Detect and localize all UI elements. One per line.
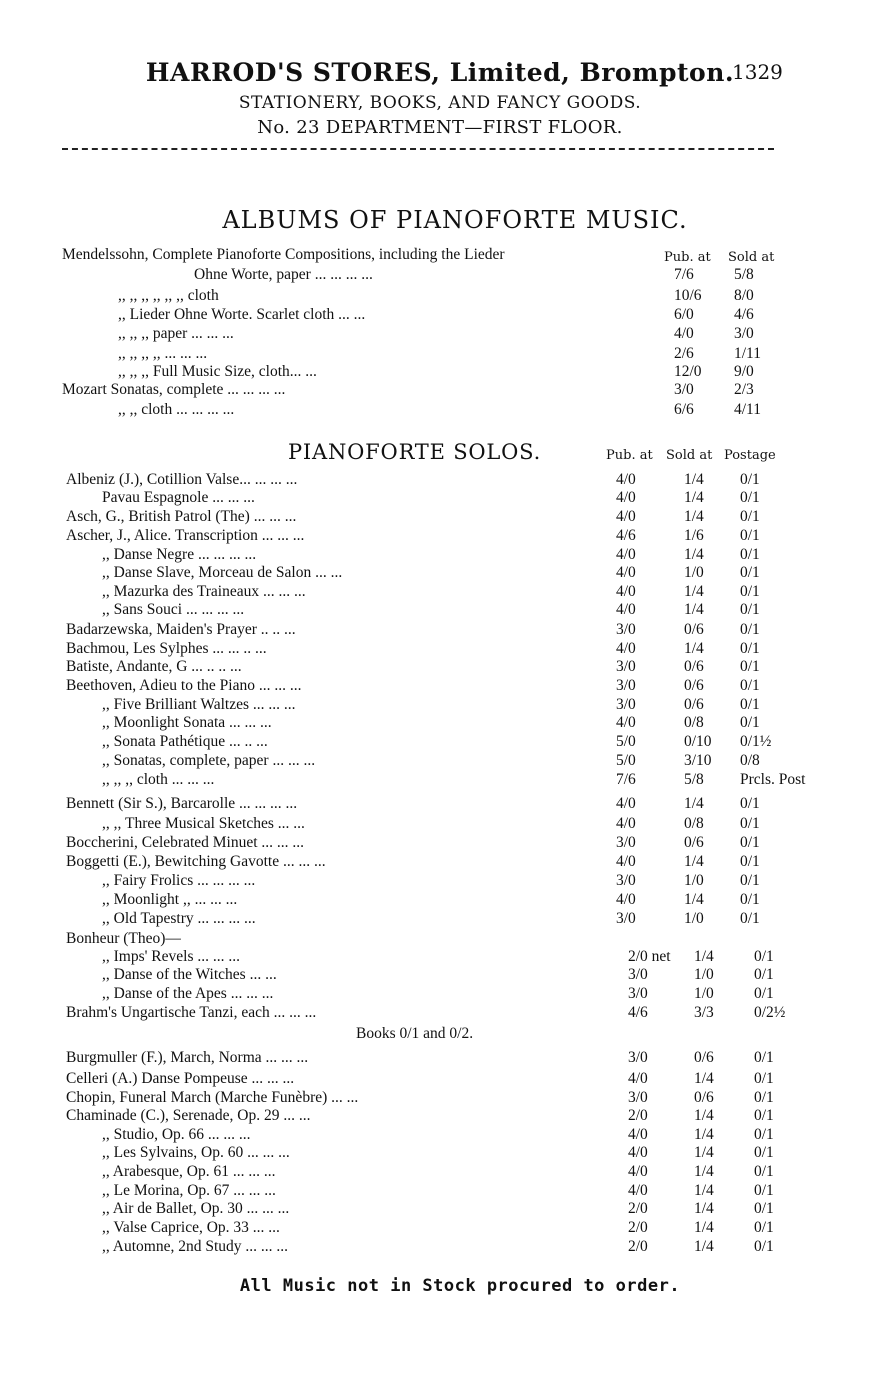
solo-sold-price: 1/0	[684, 910, 704, 927]
solo-row	[66, 489, 806, 507]
solo-postage: 0/1	[740, 621, 760, 638]
solo-row	[66, 1126, 806, 1144]
solo-sold-price: 0/6	[684, 658, 704, 675]
solo-postage: 0/1	[740, 489, 760, 506]
solo-row	[66, 1004, 806, 1022]
solos-col-postage: Postage	[724, 448, 776, 463]
solo-postage: 0/1	[740, 677, 760, 694]
solo-postage: 0/1	[740, 815, 760, 832]
solo-title: ,, Danse Slave, Morceau de Salon ... ...	[102, 564, 343, 581]
solo-title: Batiste, Andante, G ... .. .. ...	[66, 658, 242, 675]
solo-pub-price: 4/0	[616, 853, 636, 870]
solo-row	[66, 948, 806, 966]
solo-pub-price: 3/0	[616, 677, 636, 694]
solo-sold-price: 1/4	[684, 640, 704, 657]
solo-pub-price: 2/0	[628, 1238, 648, 1255]
solo-title: Badarzewska, Maiden's Prayer .. .. ...	[66, 621, 296, 638]
solo-sold-price: 0/6	[684, 621, 704, 638]
solo-postage: 0/1	[754, 1126, 774, 1143]
solo-title: Chopin, Funeral March (Marche Funèbre) ... ...	[66, 1089, 359, 1106]
solo-sold-price: 0/8	[684, 815, 704, 832]
solo-sold-price: 1/0	[684, 872, 704, 889]
solo-sold-price: 0/6	[684, 834, 704, 851]
solo-row	[66, 1107, 806, 1125]
solo-row	[66, 696, 806, 714]
solo-title: Albeniz (J.), Cotillion Valse... ... ... ...	[66, 471, 298, 488]
section-subtitle: STATIONERY, BOOKS, AND FANCY GOODS.	[238, 93, 642, 113]
solo-postage: 0/1	[754, 1089, 774, 1106]
solo-pub-price: 3/0	[616, 621, 636, 638]
solo-title: ,, Les Sylvains, Op. 60 ... ... ...	[102, 1144, 290, 1161]
solo-pub-price: 4/0	[616, 489, 636, 506]
solo-pub-price: 5/0	[616, 752, 636, 769]
solo-postage: 0/1	[740, 546, 760, 563]
solo-row	[66, 752, 806, 770]
album-pub-price: 6/6	[674, 401, 694, 418]
albums-col-pub: Pub. at	[664, 250, 711, 265]
solo-postage: 0/1	[754, 1238, 774, 1255]
album-title: ,, ,, ,, Full Music Size, cloth... ...	[118, 363, 317, 380]
solo-row	[66, 527, 806, 545]
solo-pub-price: 3/0	[616, 910, 636, 927]
solo-title: ,, ,, Three Musical Sketches ... ...	[102, 815, 305, 832]
solo-sold-price: 1/4	[694, 1163, 714, 1180]
solo-title: ,, Sans Souci ... ... ... ...	[102, 601, 245, 618]
album-sold-price: 2/3	[734, 381, 754, 398]
solo-title: ,, Sonata Pathétique ... .. ...	[102, 733, 268, 750]
solo-row	[66, 471, 806, 489]
solo-sold-price: 5/8	[684, 771, 704, 788]
solo-row	[66, 601, 806, 619]
solo-row	[66, 640, 806, 658]
solo-row	[66, 1200, 806, 1218]
solo-title: ,, Danse Negre ... ... ... ...	[102, 546, 257, 563]
solo-row	[66, 1182, 806, 1200]
solo-sold-price: 1/4	[684, 795, 704, 812]
album-pub-price: 7/6	[674, 266, 694, 283]
solo-row	[66, 564, 806, 582]
solo-postage: 0/1	[740, 795, 760, 812]
solo-sold-price: 1/0	[694, 985, 714, 1002]
solo-postage: Prcls. Post	[740, 771, 806, 788]
album-title: ,, ,, cloth ... ... ... ...	[118, 401, 235, 418]
solo-row	[66, 834, 806, 852]
album-row	[62, 287, 782, 305]
solo-row	[66, 714, 806, 732]
album-row	[62, 266, 782, 284]
solo-sold-price: 1/4	[694, 1200, 714, 1217]
solo-pub-price: 4/6	[628, 1004, 648, 1021]
solo-postage: 0/1½	[740, 733, 772, 750]
album-title: Ohne Worte, paper ... ... ... ...	[194, 266, 373, 283]
solo-sold-price: 1/4	[684, 471, 704, 488]
album-sold-price: 5/8	[734, 266, 754, 283]
solo-postage: 0/1	[754, 1070, 774, 1087]
solo-postage: 0/8	[740, 752, 760, 769]
album-row	[62, 325, 782, 343]
solo-postage: 0/2½	[754, 1004, 786, 1021]
album-pub-price: 12/0	[674, 363, 702, 380]
solo-sold-price: 1/4	[694, 1238, 714, 1255]
solo-sold-price: 1/4	[694, 1107, 714, 1124]
solo-postage: 0/1	[740, 601, 760, 618]
solo-title: Bennett (Sir S.), Barcarolle ... ... ... ...	[66, 795, 298, 812]
solo-row	[66, 621, 806, 639]
solo-pub-price: 3/0	[628, 985, 648, 1002]
solo-postage: 0/1	[740, 853, 760, 870]
solo-row	[66, 930, 806, 948]
solo-postage: 0/1	[740, 834, 760, 851]
solo-sold-price: 1/4	[694, 1126, 714, 1143]
solo-title: ,, Sonatas, complete, paper ... ... ...	[102, 752, 316, 769]
solo-postage: 0/1	[754, 1200, 774, 1217]
solo-row	[66, 658, 806, 676]
solo-sold-price: 1/4	[684, 891, 704, 908]
solo-sold-price: 1/6	[684, 527, 704, 544]
solo-row	[66, 771, 806, 789]
solo-sold-price: 1/4	[694, 948, 714, 965]
solo-title: Asch, G., British Patrol (The) ... ... ...	[66, 508, 297, 525]
solo-row	[66, 853, 806, 871]
solo-pub-price: 4/0	[628, 1144, 648, 1161]
solo-postage: 0/1	[754, 1163, 774, 1180]
solo-postage: 0/1	[754, 1107, 774, 1124]
solo-row	[66, 1089, 806, 1107]
solo-sold-price: 0/6	[684, 696, 704, 713]
solo-pub-price: 3/0	[628, 1089, 648, 1106]
album-sold-price: 4/6	[734, 306, 754, 323]
solo-row	[66, 1049, 806, 1067]
solo-row	[66, 508, 806, 526]
solo-row	[66, 985, 806, 1003]
album-sold-price: 9/0	[734, 363, 754, 380]
albums-col-sold: Sold at	[728, 250, 775, 265]
album-row	[62, 363, 782, 381]
solo-title: ,, Air de Ballet, Op. 30 ... ... ...	[102, 1200, 290, 1217]
solo-sold-price: 1/4	[694, 1070, 714, 1087]
solo-postage: 0/1	[740, 471, 760, 488]
solo-row	[66, 1163, 806, 1181]
solo-sold-price: 1/0	[684, 564, 704, 581]
solo-sold-price: 1/4	[684, 583, 704, 600]
solo-pub-price: 3/0	[616, 658, 636, 675]
solo-sold-price: 3/10	[684, 752, 712, 769]
solo-postage: 0/1	[740, 872, 760, 889]
footer-note: All Music not in Stock procured to order.	[239, 1276, 681, 1296]
solo-pub-price: 4/0	[616, 714, 636, 731]
solo-row	[66, 1025, 806, 1043]
solo-pub-price: 3/0	[628, 966, 648, 983]
solo-pub-price: 4/0	[628, 1070, 648, 1087]
solo-pub-price: 4/0	[616, 640, 636, 657]
solo-title: ,, Le Morina, Op. 67 ... ... ...	[102, 1182, 276, 1199]
solo-title: Burgmuller (F.), March, Norma ... ... ...	[66, 1049, 309, 1066]
solo-postage: 0/1	[740, 527, 760, 544]
album-title: ,, ,, ,, ,, ... ... ...	[118, 345, 208, 362]
solo-row	[66, 583, 806, 601]
solo-postage: 0/1	[740, 583, 760, 600]
solo-pub-price: 4/0	[616, 508, 636, 525]
solo-title: Pavau Espagnole ... ... ...	[102, 489, 255, 506]
solo-sold-price: 0/6	[694, 1049, 714, 1066]
solo-pub-price: 4/0	[616, 601, 636, 618]
album-pub-price: 10/6	[674, 287, 702, 304]
solo-pub-price: 4/0	[628, 1126, 648, 1143]
solo-pub-price: 4/6	[616, 527, 636, 544]
solo-pub-price: 2/0	[628, 1200, 648, 1217]
solo-title: ,, ,, ,, cloth ... ... ...	[102, 771, 215, 788]
solo-title: ,, Imps' Revels ... ... ...	[102, 948, 240, 965]
album-row	[62, 306, 782, 324]
solo-row	[66, 795, 806, 813]
solo-postage: 0/1	[740, 910, 760, 927]
solo-row	[66, 872, 806, 890]
solo-sold-price: 0/6	[684, 677, 704, 694]
solo-row	[66, 1070, 806, 1088]
solo-sold-price: 0/6	[694, 1089, 714, 1106]
solo-title: Bachmou, Les Sylphes ... ... .. ...	[66, 640, 267, 657]
solo-row	[66, 1238, 806, 1256]
solo-title: ,, Mazurka des Traineaux ... ... ...	[102, 583, 306, 600]
solo-postage: 0/1	[740, 714, 760, 731]
solo-row	[66, 966, 806, 984]
solos-col-pub: Pub. at	[606, 448, 653, 463]
solo-title: ,, Old Tapestry ... ... ... ...	[102, 910, 256, 927]
solo-sold-price: 1/4	[694, 1219, 714, 1236]
solo-postage: 0/1	[754, 1182, 774, 1199]
solo-pub-price: 3/0	[616, 872, 636, 889]
solo-pub-price: 4/0	[616, 546, 636, 563]
solo-pub-price: 4/0	[628, 1163, 648, 1180]
solo-title: Ascher, J., Alice. Transcription ... ... ...	[66, 527, 305, 544]
album-row	[62, 345, 782, 363]
album-sold-price: 1/11	[734, 345, 761, 362]
solo-pub-price: 3/0	[628, 1049, 648, 1066]
album-pub-price: 3/0	[674, 381, 694, 398]
solo-title: Chaminade (C.), Serenade, Op. 29 ... ...	[66, 1107, 311, 1124]
solo-postage: 0/1	[740, 891, 760, 908]
album-pub-price: 6/0	[674, 306, 694, 323]
solo-row	[66, 546, 806, 564]
album-sold-price: 8/0	[734, 287, 754, 304]
solo-title: ,, Automne, 2nd Study ... ... ...	[102, 1238, 289, 1255]
solo-title: Books 0/1 and 0/2.	[356, 1025, 474, 1042]
solo-sold-price: 1/4	[694, 1144, 714, 1161]
album-pub-price: 2/6	[674, 345, 694, 362]
album-title: Mozart Sonatas, complete ... ... ... ...	[62, 381, 286, 398]
solo-sold-price: 1/4	[684, 853, 704, 870]
solo-sold-price: 0/8	[684, 714, 704, 731]
solo-row	[66, 815, 806, 833]
solo-title: Bonheur (Theo)—	[66, 930, 181, 947]
solo-title: ,, Danse of the Apes ... ... ...	[102, 985, 274, 1002]
solo-title: ,, Moonlight ,, ... ... ...	[102, 891, 238, 908]
solo-sold-price: 0/10	[684, 733, 712, 750]
page-number: 1329	[732, 60, 783, 84]
albums-heading: ALBUMS OF PIANOFORTE MUSIC.	[222, 206, 688, 234]
solo-sold-price: 1/4	[684, 508, 704, 525]
album-row	[62, 381, 782, 399]
solo-sold-price: 1/0	[694, 966, 714, 983]
solo-pub-price: 7/6	[616, 771, 636, 788]
solo-title: Boggetti (E.), Bewitching Gavotte ... ... ...	[66, 853, 326, 870]
solo-postage: 0/1	[754, 1049, 774, 1066]
store-title: HARROD'S STORES, Limited, Brompton.	[145, 58, 735, 87]
solo-title: ,, Valse Caprice, Op. 33 ... ...	[102, 1219, 280, 1236]
solo-row	[66, 1219, 806, 1237]
solo-pub-price: 4/0	[628, 1182, 648, 1199]
solo-pub-price: 3/0	[616, 834, 636, 851]
solo-pub-price: 2/0	[628, 1107, 648, 1124]
solo-pub-price: 2/0	[628, 1219, 648, 1236]
solo-postage: 0/1	[740, 508, 760, 525]
solo-postage: 0/1	[754, 1144, 774, 1161]
albums-intro: Mendelssohn, Complete Pianoforte Compositions, including the Lieder	[62, 246, 505, 263]
solo-title: ,, Five Brilliant Waltzes ... ... ...	[102, 696, 296, 713]
solo-pub-price: 4/0	[616, 891, 636, 908]
solo-pub-price: 4/0	[616, 583, 636, 600]
solo-postage: 0/1	[754, 1219, 774, 1236]
solo-title: ,, Moonlight Sonata ... ... ...	[102, 714, 272, 731]
solo-title: Celleri (A.) Danse Pompeuse ... ... ...	[66, 1070, 295, 1087]
solo-pub-price: 4/0	[616, 471, 636, 488]
solo-sold-price: 1/4	[684, 546, 704, 563]
solo-pub-price: 2/0 net	[628, 948, 671, 965]
solo-title: Beethoven, Adieu to the Piano ... ... ...	[66, 677, 302, 694]
solo-pub-price: 4/0	[616, 795, 636, 812]
solo-title: ,, Studio, Op. 66 ... ... ...	[102, 1126, 251, 1143]
album-sold-price: 3/0	[734, 325, 754, 342]
solo-sold-price: 3/3	[694, 1004, 714, 1021]
solo-title: ,, Danse of the Witches ... ...	[102, 966, 277, 983]
solo-postage: 0/1	[740, 640, 760, 657]
solo-title: ,, Arabesque, Op. 61 ... ... ...	[102, 1163, 276, 1180]
solo-pub-price: 4/0	[616, 564, 636, 581]
solo-pub-price: 5/0	[616, 733, 636, 750]
solo-row	[66, 910, 806, 928]
solo-row	[66, 733, 806, 751]
header-divider	[62, 148, 774, 150]
solo-pub-price: 4/0	[616, 815, 636, 832]
solo-postage: 0/1	[740, 658, 760, 675]
solo-postage: 0/1	[754, 948, 774, 965]
album-title: ,, ,, ,, paper ... ... ...	[118, 325, 234, 342]
solo-postage: 0/1	[740, 564, 760, 581]
solos-col-sold: Sold at	[666, 448, 713, 463]
solo-postage: 0/1	[754, 985, 774, 1002]
solo-row	[66, 1144, 806, 1162]
solo-postage: 0/1	[754, 966, 774, 983]
solo-sold-price: 1/4	[684, 489, 704, 506]
solo-pub-price: 3/0	[616, 696, 636, 713]
album-sold-price: 4/11	[734, 401, 761, 418]
solo-sold-price: 1/4	[684, 601, 704, 618]
department-line: No. 23 DEPARTMENT—FIRST FLOOR.	[257, 117, 623, 138]
solo-sold-price: 1/4	[694, 1182, 714, 1199]
solo-row	[66, 677, 806, 695]
album-pub-price: 4/0	[674, 325, 694, 342]
solo-title: Boccherini, Celebrated Minuet ... ... ...	[66, 834, 305, 851]
album-title: ,, ,, ,, ,, ,, ,, cloth	[118, 287, 219, 304]
solo-row	[66, 891, 806, 909]
solos-heading: PIANOFORTE SOLOS.	[288, 440, 542, 464]
solo-title: Brahm's Ungartische Tanzi, each ... ... ...	[66, 1004, 317, 1021]
solo-title: ,, Fairy Frolics ... ... ... ...	[102, 872, 256, 889]
album-row	[62, 401, 782, 419]
album-title: ,, Lieder Ohne Worte. Scarlet cloth ... ...	[118, 306, 366, 323]
solo-postage: 0/1	[740, 696, 760, 713]
